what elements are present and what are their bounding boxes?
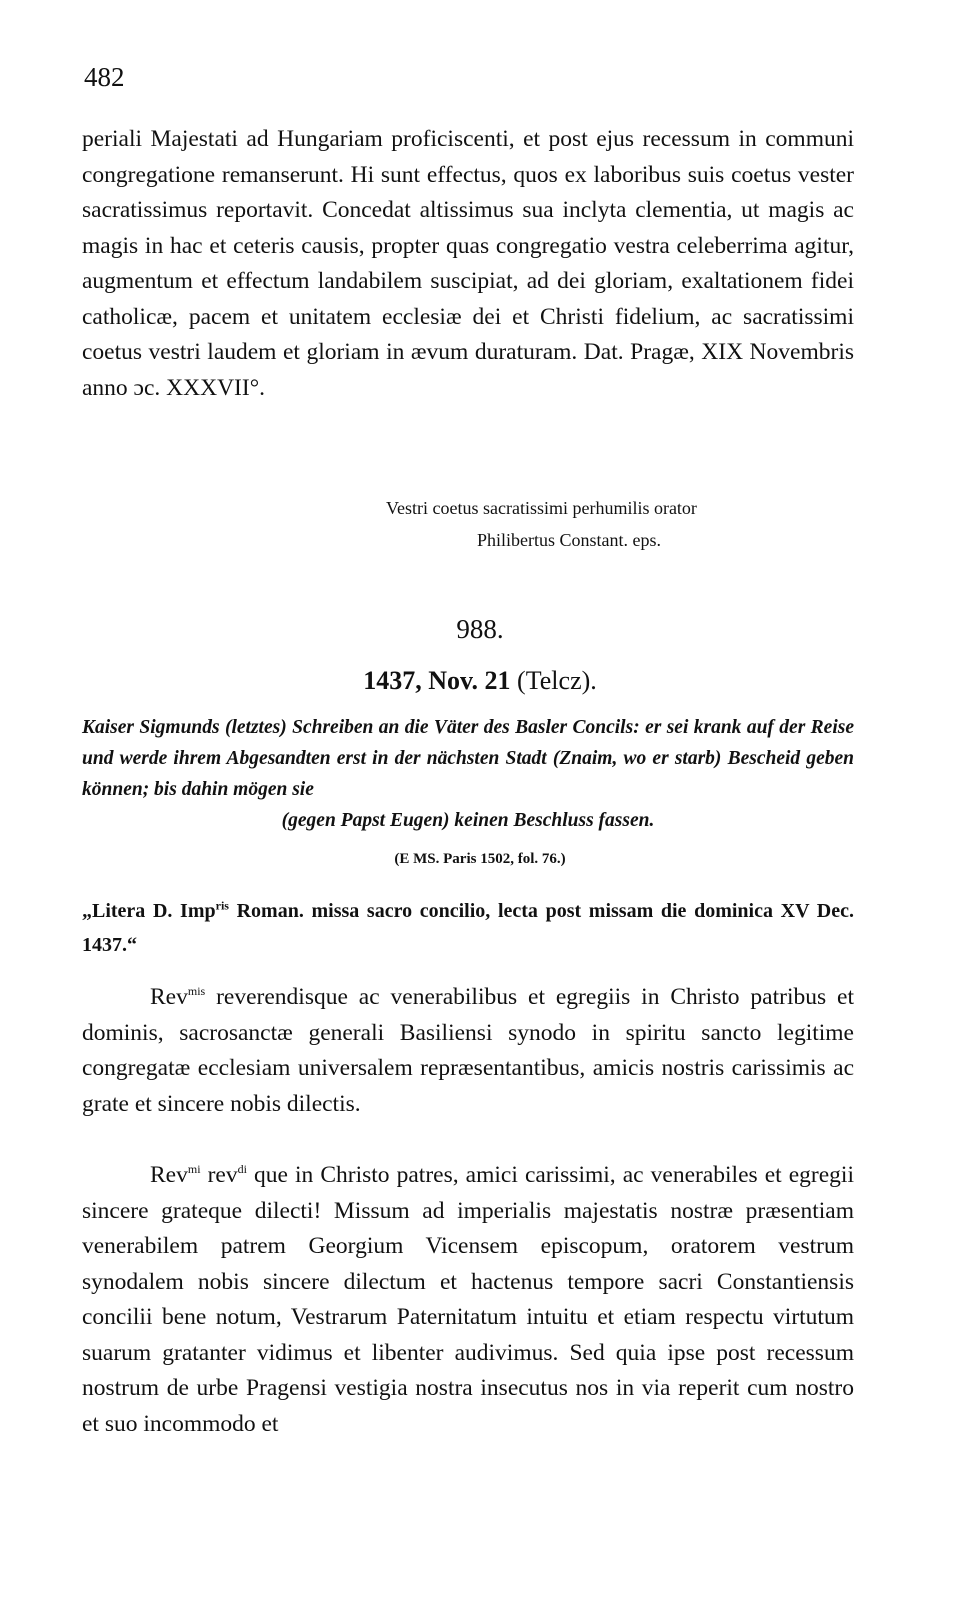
p1-b: reverendisque ac venerabilibus et egregiis in Christo patribus et dominis, sacrosanctæ generali Basiliensi synodo in spiritu sancto legitime congregatæ ecclesiam universalem repræsentantibus, amicis nostris carissimis ac grate et sincere nobis dilectis. (82, 984, 854, 1117)
p1-a: Rev (150, 984, 188, 1010)
p2-b: rev (200, 1162, 238, 1188)
body-paragraph-1 (82, 980, 854, 1122)
rubric-sup: ris (215, 898, 229, 913)
signature-line-1: Vestri coetus sacratissimi perhumilis orator (386, 498, 697, 518)
p2-sup1: mi (187, 1162, 201, 1177)
rubric-a: „Litera D. Imp (82, 900, 216, 922)
body-paragraph-2 (82, 1158, 854, 1442)
document-date (0, 666, 960, 696)
document-number: 988. (456, 614, 504, 644)
document-date-bold: 1437, Nov. 21 (363, 666, 511, 695)
document-summary (82, 712, 854, 836)
summary-main: Kaiser Sigmunds (letztes) Schreiben an die Väter des Basler Concils: er sei krank auf der Reise und werde ihrem Abgesandten erst in der nächsten Stadt (Znaim, wo er starb) Bescheid geben können; bis dahin mögen sie (82, 717, 854, 800)
p2-c: que in Christo patres, amici carissimi, ac venerabiles et egregii sincere grateque dilecti! Missum ad imperialis majestatis nostræ præsentiam venerabilem patrem Georgium Vicensem episcopum, oratorem vestrum synodalem nobis sincere dilectum et hactenus tempore sacri Constantiensis concilii bene notum, Vestrarum Paternitatum intuitu et etiam respectu virtutum suarum gratanter vidimus et libenter audivimus. Sed quia ipse post recessum nostrum de urbe Pragensi vestigia nostra insecutus nos in via reperit cum nostro et suo incommodo et (82, 1162, 854, 1437)
p2-a: Rev (150, 1162, 188, 1188)
page-number: 482 (84, 62, 125, 92)
document-date-place: (Telcz). (517, 666, 597, 695)
signature-line-2: Philibertus Constant. eps. (477, 530, 661, 550)
source-reference: (E MS. Paris 1502, fol. 76.) (394, 851, 566, 867)
continuation-paragraph: periali Majestati ad Hungariam proficiscenti, et post ejus recessum in communi congregatione remanserunt. Hi sunt effectus, quos ex laboribus suis coetus vester sacratissimus reportavit. Concedat altissimus sua inclyta clementia, ut magis ac magis in hac et ceteris causis, propter quas congregatio vestra celeberrima agitur, augmentum et effectum landabilem suscipiat, ad dei gloriam, exaltationem fidei catholicæ, pacem et unitatem ecclesiæ dei et Christi fidelium, ac sacratissimi coetus vestri laudem et gloriam in ævum duraturam. Dat. Pragæ, XIX Novembris anno ɔc. XXXVII°. (82, 126, 854, 401)
rubric (82, 894, 854, 962)
p2-sup2: di (237, 1162, 247, 1177)
rubric-b: Roman. missa sacro concilio, lecta post missam die dominica XV Dec. 1437.“ (82, 900, 854, 956)
p1-sup: mis (187, 984, 206, 999)
summary-last: (gegen Papst Eugen) keinen Beschluss fassen. (281, 810, 655, 831)
